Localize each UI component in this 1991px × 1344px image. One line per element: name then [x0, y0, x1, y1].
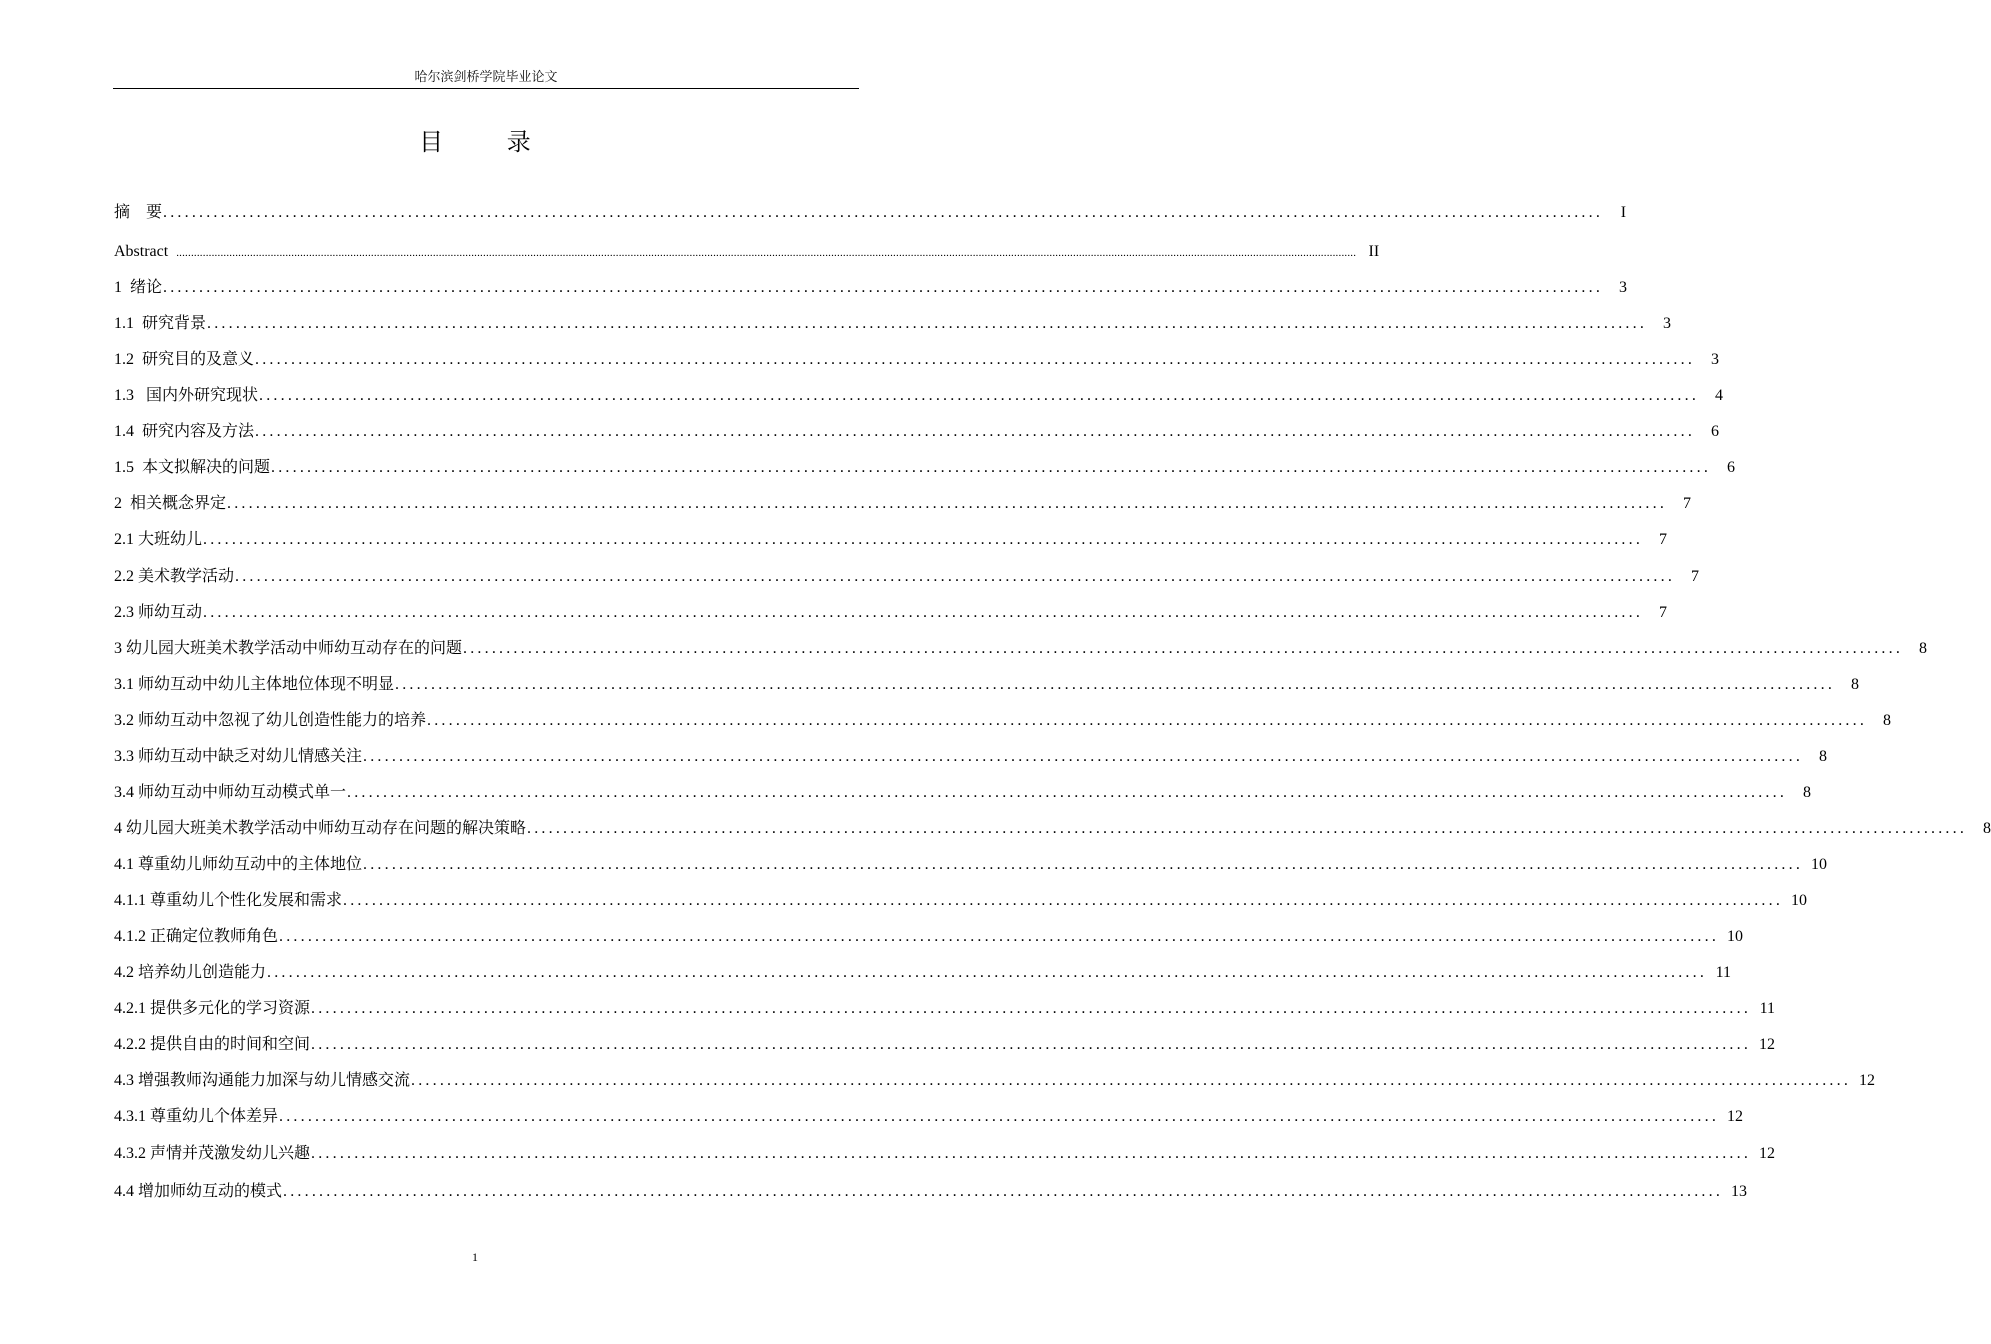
dot-leader: ........................................................................................................................................................................................................: [235, 568, 1676, 585]
toc-entry[interactable]: [114, 926, 1744, 948]
toc-entry-label: 2.2 美术教学活动: [114, 568, 235, 585]
toc-entry[interactable]: [114, 457, 1736, 479]
toc-entry-label: Abstract: [114, 243, 173, 260]
toc-entry-page: 10: [1791, 892, 1808, 909]
header-rule: [113, 88, 859, 89]
toc-entry-page: 10: [1727, 928, 1744, 945]
toc-entry-label: 3.2 师幼互动中忽视了幼儿创造性能力的培养: [114, 712, 427, 729]
toc-entry-label: 2 相关概念界定: [114, 495, 227, 512]
toc-entry-label: 1.1 研究背景: [114, 315, 207, 332]
dot-leader: ........................................................................................................................................................................................................: [463, 640, 1904, 657]
toc-entry[interactable]: [114, 854, 1828, 876]
dot-leader: ........................................................................................................................................................................................................: [363, 748, 1804, 765]
toc-entry-label: 4.1.1 尊重幼儿个性化发展和需求: [114, 892, 343, 909]
dot-leader: ........................................................................................................................................................................................................: [279, 928, 1720, 945]
toc-entry[interactable]: [114, 962, 1732, 984]
page-number: 1: [472, 1250, 478, 1264]
dot-leader: ........................................................................................................................................................................................................: [311, 1036, 1752, 1053]
toc-entry[interactable]: [114, 818, 1991, 840]
toc-entry-label: 1.4 研究内容及方法: [114, 423, 255, 440]
dot-leader: ........................................................................................................................................................................................................: [163, 279, 1604, 296]
toc-entry[interactable]: [114, 890, 1808, 912]
toc-entry-page: 8: [1819, 748, 1828, 765]
toc-entry[interactable]: [114, 566, 1700, 588]
toc-entry[interactable]: [114, 602, 1668, 624]
dot-leader: ........................................................................................................................................................................................................: [207, 315, 1648, 332]
dot-leader: ................................................................................................................................................................................................................................................................................................................................................................................................................: [176, 247, 1357, 259]
toc-entry[interactable]: [114, 746, 1828, 768]
toc-entry-label: 3.3 师幼互动中缺乏对幼儿情感关注: [114, 748, 363, 765]
dot-leader: ........................................................................................................................................................................................................: [227, 495, 1668, 512]
toc-entry-page: 8: [1851, 676, 1860, 693]
dot-leader: ........................................................................................................................................................................................................: [395, 676, 1836, 693]
toc-entry-page: 3: [1663, 315, 1672, 332]
dot-leader: ........................................................................................................................................................................................................: [411, 1072, 1852, 1089]
toc-entry[interactable]: [114, 529, 1668, 551]
toc-entry-page: 12: [1859, 1072, 1876, 1089]
dot-leader: ........................................................................................................................................................................................................: [311, 1145, 1752, 1162]
toc-entry[interactable]: [114, 638, 1928, 660]
dot-leader: ........................................................................................................................................................................................................: [255, 351, 1696, 368]
toc-entry-label: 3 幼儿园大班美术教学活动中师幼互动存在的问题: [114, 640, 463, 657]
dot-leader: ........................................................................................................................................................................................................: [527, 820, 1968, 837]
toc-entry-page: 11: [1715, 964, 1732, 981]
dot-leader: ........................................................................................................................................................................................................: [283, 1183, 1724, 1200]
toc-entry[interactable]: [114, 1070, 1876, 1092]
toc-entry-label: 4.1.2 正确定位教师角色: [114, 928, 279, 945]
dot-leader: ........................................................................................................................................................................................................: [363, 856, 1804, 873]
toc-entry[interactable]: [114, 277, 1628, 299]
dot-leader: ........................................................................................................................................................................................................: [255, 423, 1696, 440]
toc-entry[interactable]: [114, 1106, 1744, 1128]
toc-entry[interactable]: [114, 1034, 1776, 1056]
toc-entry[interactable]: [114, 710, 1892, 732]
toc-entry-page: 13: [1731, 1183, 1748, 1200]
toc-entry-page: 7: [1659, 531, 1668, 548]
toc-entry[interactable]: [114, 1181, 1748, 1203]
toc-entry-label: 2.1 大班幼儿: [114, 531, 203, 548]
toc-entry-page: 3: [1711, 351, 1720, 368]
toc-entry-page: 8: [1919, 640, 1928, 657]
toc-entry-page: 6: [1727, 459, 1736, 476]
toc-entry-label: 1.5 本文拟解决的问题: [114, 459, 271, 476]
toc-entry-page: 11: [1759, 1000, 1776, 1017]
toc-entry-label: 4.3.2 声情并茂激发幼儿兴趣: [114, 1145, 311, 1162]
toc-entry-label: 1.3 国内外研究现状: [114, 387, 259, 404]
toc-entry-label: 4.4 增加师幼互动的模式: [114, 1183, 283, 1200]
dot-leader: ........................................................................................................................................................................................................: [203, 604, 1644, 621]
toc-entry-page: 12: [1727, 1108, 1744, 1125]
toc-entry-label: 4.2 培养幼儿创造能力: [114, 964, 267, 981]
toc-entry-page: 8: [1983, 820, 1991, 837]
dot-leader: ........................................................................................................................................................................................................: [203, 531, 1644, 548]
toc-entry-label: 1 绪论: [114, 279, 163, 296]
toc-entry-page: 7: [1683, 495, 1692, 512]
toc-entry-page: 10: [1811, 856, 1828, 873]
toc-entry-page: I: [1620, 204, 1627, 221]
toc-entry-label: 3.4 师幼互动中师幼互动模式单一: [114, 784, 347, 801]
toc-entry[interactable]: [114, 313, 1672, 335]
toc-entry-label: 3.1 师幼互动中幼儿主体地位体现不明显: [114, 676, 395, 693]
dot-leader: ........................................................................................................................................................................................................: [343, 892, 1784, 909]
dot-leader: ........................................................................................................................................................................................................: [279, 1108, 1720, 1125]
toc-entry[interactable]: [114, 202, 1627, 224]
toc-entry-label: 4.3.1 尊重幼儿个体差异: [114, 1108, 279, 1125]
toc-entry-page: 4: [1715, 387, 1724, 404]
toc-entry-label: 4.3 增强教师沟通能力加深与幼儿情感交流: [114, 1072, 411, 1089]
dot-leader: ........................................................................................................................................................................................................: [259, 387, 1700, 404]
toc-entry[interactable]: [114, 493, 1692, 515]
toc-entry[interactable]: [114, 421, 1720, 443]
toc-entry-label: 1.2 研究目的及意义: [114, 351, 255, 368]
toc-entry-page: II: [1368, 243, 1380, 260]
toc-entry[interactable]: [114, 385, 1724, 407]
toc-entry-page: 12: [1759, 1145, 1776, 1162]
dot-leader: ........................................................................................................................................................................................................: [347, 784, 1788, 801]
toc-entry[interactable]: [114, 349, 1720, 371]
toc-entry-page: 12: [1759, 1036, 1776, 1053]
dot-leader: ........................................................................................................................................................................................................: [427, 712, 1868, 729]
toc-entry-label: 4 幼儿园大班美术教学活动中师幼互动存在问题的解决策略: [114, 820, 527, 837]
toc-entry-page: 8: [1803, 784, 1812, 801]
toc-entry[interactable]: [114, 998, 1776, 1020]
toc-entry-page: 8: [1883, 712, 1892, 729]
toc-entry[interactable]: [114, 241, 1380, 263]
toc-entry-page: 7: [1659, 604, 1668, 621]
toc-entry-page: 7: [1691, 568, 1700, 585]
dot-leader: ........................................................................................................................................................................................................: [163, 204, 1604, 221]
toc-entry-label: 2.3 师幼互动: [114, 604, 203, 621]
toc-entry-page: 3: [1619, 279, 1628, 296]
toc-entry[interactable]: [114, 1143, 1776, 1165]
toc-entry-label: 4.2.1 提供多元化的学习资源: [114, 1000, 311, 1017]
toc-entry-page: 6: [1711, 423, 1720, 440]
dot-leader: ........................................................................................................................................................................................................: [311, 1000, 1752, 1017]
toc-title: 目 录: [419, 128, 559, 156]
dot-leader: ........................................................................................................................................................................................................: [271, 459, 1712, 476]
toc-entry[interactable]: [114, 674, 1860, 696]
toc-entry-label: 摘 要: [114, 204, 163, 221]
dot-leader: ........................................................................................................................................................................................................: [267, 964, 1708, 981]
toc-entry-label: 4.2.2 提供自由的时间和空间: [114, 1036, 311, 1053]
toc-entry-label: 4.1 尊重幼儿师幼互动中的主体地位: [114, 856, 363, 873]
running-header: 哈尔滨剑桥学院毕业论文: [414, 69, 558, 84]
toc-entry[interactable]: [114, 782, 1812, 804]
